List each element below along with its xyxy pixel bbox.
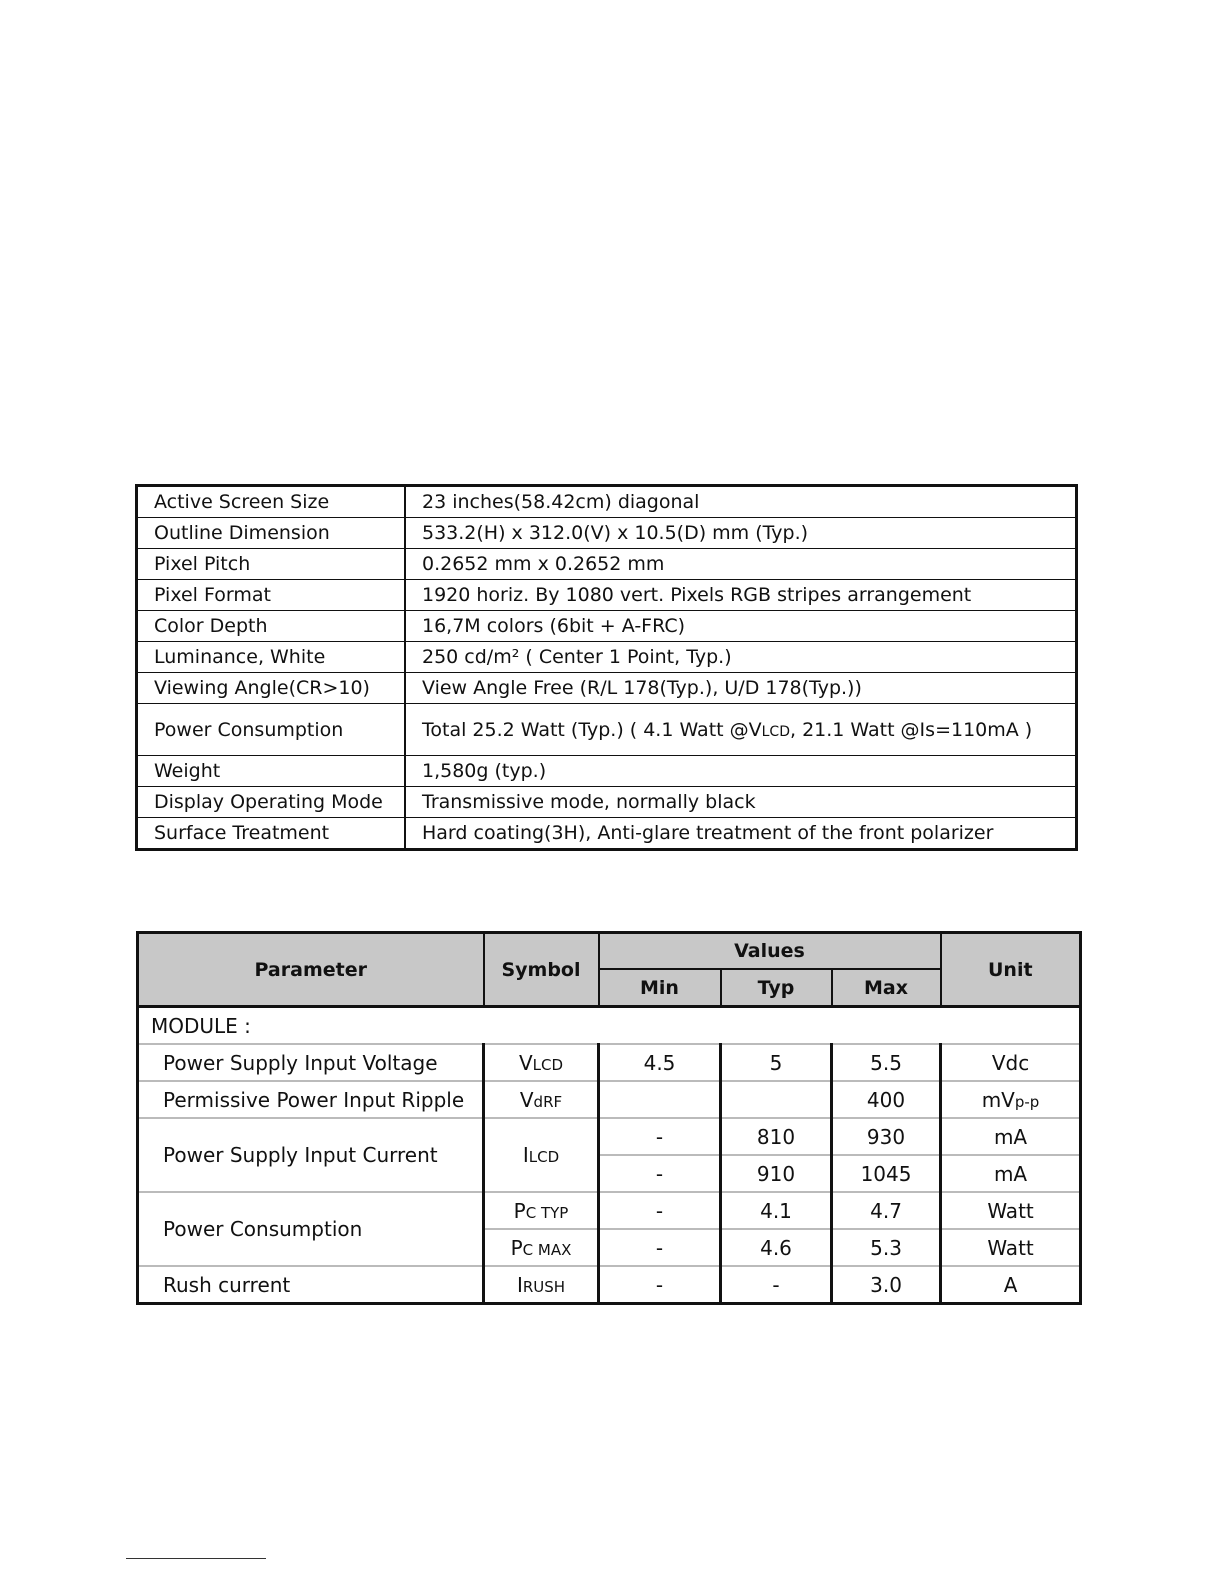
- unit-cell: Vdc: [941, 1044, 1081, 1081]
- table-row: [138, 1118, 1081, 1155]
- unit-cell: mA: [941, 1155, 1081, 1192]
- spec-value: 533.2(H) x 312.0(V) x 10.5(D) mm (Typ.): [405, 518, 1077, 549]
- unit-cell: Watt: [941, 1229, 1081, 1266]
- spec-label: Power Consumption: [137, 704, 406, 756]
- min-cell: -: [599, 1192, 721, 1229]
- spec-label: Luminance, White: [137, 642, 406, 673]
- spec-label: Outline Dimension: [137, 518, 406, 549]
- table-row: [138, 1044, 1081, 1081]
- header-max: Max: [832, 969, 941, 1007]
- footnote-separator: [126, 1558, 266, 1559]
- unit-cell: mVp-p: [941, 1081, 1081, 1118]
- table-row: [137, 642, 1077, 673]
- symbol-cell: PC TYP: [484, 1192, 599, 1229]
- min-cell: -: [599, 1229, 721, 1266]
- header-min: Min: [599, 969, 721, 1007]
- spec-value: 0.2652 mm x 0.2652 mm: [405, 549, 1077, 580]
- spec-value: Hard coating(3H), Anti-glare treatment of the front polarizer: [405, 818, 1077, 850]
- min-cell: [599, 1081, 721, 1118]
- typ-cell: 910: [721, 1155, 832, 1192]
- table-row: [138, 1081, 1081, 1118]
- spec-value-sub: LCD: [761, 723, 790, 740]
- spec-label: Viewing Angle(CR>10): [137, 673, 406, 704]
- typ-cell: 4.1: [721, 1192, 832, 1229]
- unit-cell: Watt: [941, 1192, 1081, 1229]
- param-cell: Permissive Power Input Ripple: [138, 1081, 484, 1118]
- table-row: [137, 818, 1077, 850]
- section-label: MODULE :: [138, 1007, 1081, 1045]
- table-row: [137, 580, 1077, 611]
- symbol-cell: IRUSH: [484, 1266, 599, 1304]
- header-unit: Unit: [941, 933, 1081, 1007]
- table-row: [138, 1266, 1081, 1304]
- table-row: [137, 787, 1077, 818]
- max-cell: 1045: [832, 1155, 941, 1192]
- min-cell: 4.5: [599, 1044, 721, 1081]
- max-cell: 3.0: [832, 1266, 941, 1304]
- header-values: Values: [599, 933, 941, 970]
- table-row: [137, 673, 1077, 704]
- spec-value: 16,7M colors (6bit + A-FRC): [405, 611, 1077, 642]
- spec-value: 1,580g (typ.): [405, 756, 1077, 787]
- spec-label: Color Depth: [137, 611, 406, 642]
- table-row: [137, 756, 1077, 787]
- header-typ: Typ: [721, 969, 832, 1007]
- spec-value: 23 inches(58.42cm) diagonal: [405, 486, 1077, 518]
- min-cell: -: [599, 1118, 721, 1155]
- spec-value: 1920 horiz. By 1080 vert. Pixels RGB stripes arrangement: [405, 580, 1077, 611]
- spec-label: Surface Treatment: [137, 818, 406, 850]
- header-parameter: Parameter: [138, 933, 484, 1007]
- unit-cell: mA: [941, 1118, 1081, 1155]
- table-row: [137, 518, 1077, 549]
- param-cell: Rush current: [138, 1266, 484, 1304]
- symbol-cell: VdRF: [484, 1081, 599, 1118]
- param-cell: Power Supply Input Voltage: [138, 1044, 484, 1081]
- table-row: [137, 704, 1077, 756]
- min-cell: -: [599, 1155, 721, 1192]
- spec-label: Display Operating Mode: [137, 787, 406, 818]
- typ-cell: 5: [721, 1044, 832, 1081]
- table-row: [137, 611, 1077, 642]
- param-cell: Power Consumption: [138, 1192, 484, 1266]
- typ-cell: -: [721, 1266, 832, 1304]
- header-symbol: Symbol: [484, 933, 599, 1007]
- section-row: [138, 1007, 1081, 1045]
- display-specs-table: [135, 484, 1078, 851]
- spec-value: 250 cd/m² ( Center 1 Point, Typ.): [405, 642, 1077, 673]
- param-cell: Power Supply Input Current: [138, 1118, 484, 1192]
- spec-value-post: , 21.1 Watt @Is=110mA ): [789, 718, 1033, 741]
- max-cell: 400: [832, 1081, 941, 1118]
- typ-cell: 4.6: [721, 1229, 832, 1266]
- electrical-characteristics-table: [136, 931, 1082, 1305]
- typ-cell: [721, 1081, 832, 1118]
- spec-label: Pixel Pitch: [137, 549, 406, 580]
- spec-value: Transmissive mode, normally black: [405, 787, 1077, 818]
- max-cell: 5.5: [832, 1044, 941, 1081]
- spec-value: [405, 704, 1077, 756]
- table-row: [138, 1192, 1081, 1229]
- typ-cell: 810: [721, 1118, 832, 1155]
- spec-value-pre: Total 25.2 Watt (Typ.) ( 4.1 Watt @V: [422, 718, 762, 741]
- min-cell: -: [599, 1266, 721, 1304]
- max-cell: 4.7: [832, 1192, 941, 1229]
- spec-label: Pixel Format: [137, 580, 406, 611]
- max-cell: 930: [832, 1118, 941, 1155]
- table-row: [137, 486, 1077, 518]
- spec-label: Active Screen Size: [137, 486, 406, 518]
- symbol-cell: PC MAX: [484, 1229, 599, 1266]
- unit-cell: A: [941, 1266, 1081, 1304]
- spec-label: Weight: [137, 756, 406, 787]
- table-row: [137, 549, 1077, 580]
- spec-value: View Angle Free (R/L 178(Typ.), U/D 178(Typ.)): [405, 673, 1077, 704]
- symbol-cell: VLCD: [484, 1044, 599, 1081]
- symbol-cell: ILCD: [484, 1118, 599, 1192]
- max-cell: 5.3: [832, 1229, 941, 1266]
- table-header-row: [138, 933, 1081, 970]
